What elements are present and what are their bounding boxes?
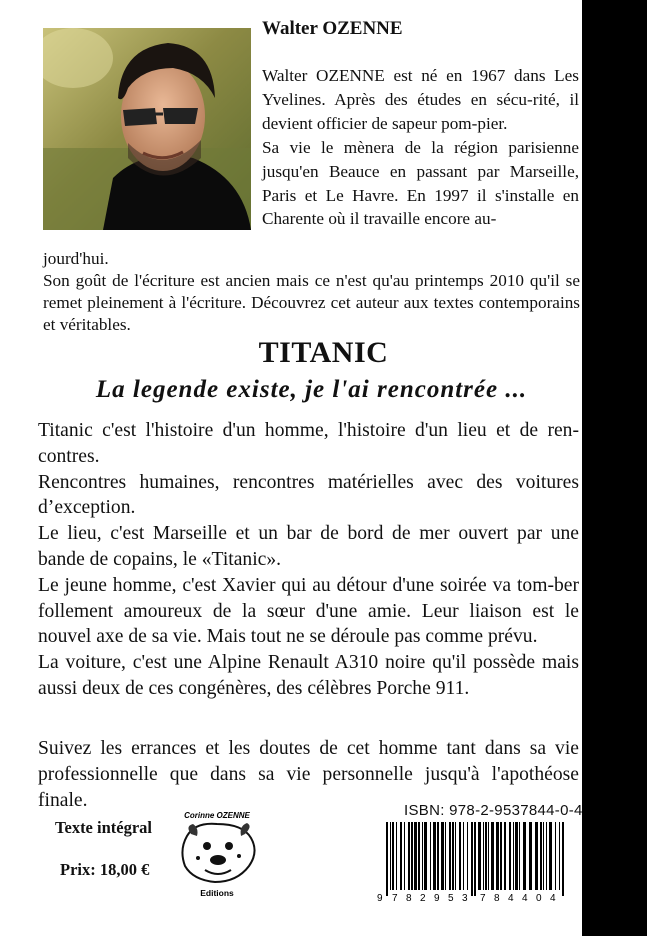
bio-paragraph: Son goût de l'écriture est ancien mais ce n'est qu'au printemps 2010 qu'il se remet pleinement à l'écriture. Découvrez cet auteur aux textes contemporains et véritables. (43, 271, 580, 334)
barcode-bar (418, 822, 420, 890)
barcode-bar (504, 822, 506, 890)
closing-text: Suivez les errances et les doutes de cet homme tant dans sa vie professionnelle que dans sa vie personnelle jusqu'à l'apothéose finale. (38, 738, 579, 811)
author-bio-continued (43, 248, 580, 336)
barcode-bar (478, 822, 481, 890)
barcode-bar (523, 822, 526, 890)
barcode-bar (386, 822, 388, 896)
barcode-bar (396, 822, 397, 890)
barcode-bar (555, 822, 556, 890)
barcode-bar (471, 822, 473, 896)
book-tagline: La legende existe, je l'ai rencontrée ... (95, 376, 528, 403)
barcode-bar (491, 822, 494, 890)
book-spine (582, 0, 647, 936)
barcode (372, 822, 570, 904)
barcode-bar (390, 822, 391, 890)
barcode-bar (474, 822, 476, 896)
barcode-bar (549, 822, 552, 890)
barcode-bar (540, 822, 542, 890)
barcode-bar (529, 822, 532, 890)
barcode-bar (513, 822, 514, 890)
synopsis (38, 418, 579, 702)
author-photo (43, 28, 251, 230)
barcode-digit: 7 (392, 893, 398, 904)
barcode-bar (422, 822, 423, 890)
barcode-digit: 7 (480, 893, 486, 904)
barcode-digit: 9 (434, 893, 440, 904)
barcode-bar (437, 822, 439, 890)
barcode-bar (449, 822, 451, 890)
barcode-bar (496, 822, 499, 890)
barcode-digit: 8 (494, 893, 500, 904)
barcode-bar (488, 822, 489, 890)
price-label: Prix: 18,00 € (60, 860, 150, 879)
barcode-digit: 4 (522, 893, 528, 904)
barcode-digit: 8 (406, 893, 412, 904)
barcode-bar (485, 822, 487, 890)
bio-paragraph: Sa vie le mènera de la région parisienne jusqu'en Beauce en passant par Marseille, Paris et Le Havre. En 1997 il s'installe en Charente où il travaille encore au- (262, 137, 579, 229)
barcode-bar (424, 822, 427, 890)
barcode-bar (400, 822, 402, 890)
barcode-bar (509, 822, 511, 890)
isbn-label: ISBN: 978-2-9537844-0-4 (404, 802, 583, 819)
bio-paragraph: jourd'hui. (43, 249, 109, 268)
bio-paragraph: Walter OZENNE est né en 1967 dans Les Yvelines. Après des études en sécu-rité, il devient officier de sapeur pom-pier. (262, 66, 579, 133)
barcode-bar (535, 822, 538, 890)
barcode-bar (441, 822, 444, 890)
author-bio (262, 64, 579, 231)
barcode-digit: 4 (550, 893, 556, 904)
author-name: Walter OZENNE (262, 18, 403, 39)
barcode-bar (483, 822, 484, 890)
barcode-bar (463, 822, 464, 890)
synopsis-paragraph: Titanic c'est l'histoire d'un homme, l'histoire d'un lieu et de ren-contres. (38, 420, 579, 467)
synopsis-paragraph: La voiture, c'est une Alpine Renault A310 noire qu'il possède mais aussi deux de ces congénères, des célèbres Porche 911. (38, 652, 579, 699)
barcode-bar (543, 822, 544, 890)
barcode-bar (433, 822, 436, 890)
barcode-bar (392, 822, 394, 890)
barcode-bar (562, 822, 564, 896)
publisher-logo (165, 808, 270, 900)
barcode-digit: 4 (508, 893, 514, 904)
barcode-bar (546, 822, 547, 890)
synopsis-paragraph: Le lieu, c'est Marseille et un bar de bord de mer ouvert par une bande de copains, le «Titanic». (38, 523, 579, 570)
barcode-bar (404, 822, 405, 890)
synopsis-paragraph: Rencontres humaines, rencontres matérielles avec des voitures d’exception. (38, 471, 579, 519)
barcode-bar (559, 822, 560, 890)
barcode-bar (414, 822, 417, 890)
book-title: TITANIC (258, 336, 389, 369)
barcode-bar (500, 822, 502, 890)
barcode-digit: 0 (536, 893, 542, 904)
barcode-bar (408, 822, 410, 890)
barcode-bar (519, 822, 520, 890)
synopsis-paragraph: Le jeune homme, c'est Xavier qui au détour d'une soirée va tom-ber follement amoureux de la sœur d'une amie. Leur liaison est le nouvel axe de sa vie. Mais tout ne se déroule pas comme prévu. (38, 574, 579, 648)
barcode-digit: 9 (377, 893, 383, 904)
barcode-bar (445, 822, 446, 890)
publisher-name-text: Corinne OZENNE (184, 811, 250, 820)
barcode-bar (452, 822, 454, 890)
barcode-bar (467, 822, 468, 890)
barcode-bar (515, 822, 518, 890)
publisher-editions-text: Editions (200, 888, 234, 898)
barcode-bar (455, 822, 456, 890)
barcode-bar (459, 822, 461, 890)
integral-text-label: Texte intégral (55, 818, 152, 837)
barcode-bar (430, 822, 431, 890)
barcode-bar (411, 822, 413, 890)
barcode-digit: 2 (420, 893, 426, 904)
barcode-digit: 5 (448, 893, 454, 904)
barcode-digit: 3 (462, 893, 468, 904)
